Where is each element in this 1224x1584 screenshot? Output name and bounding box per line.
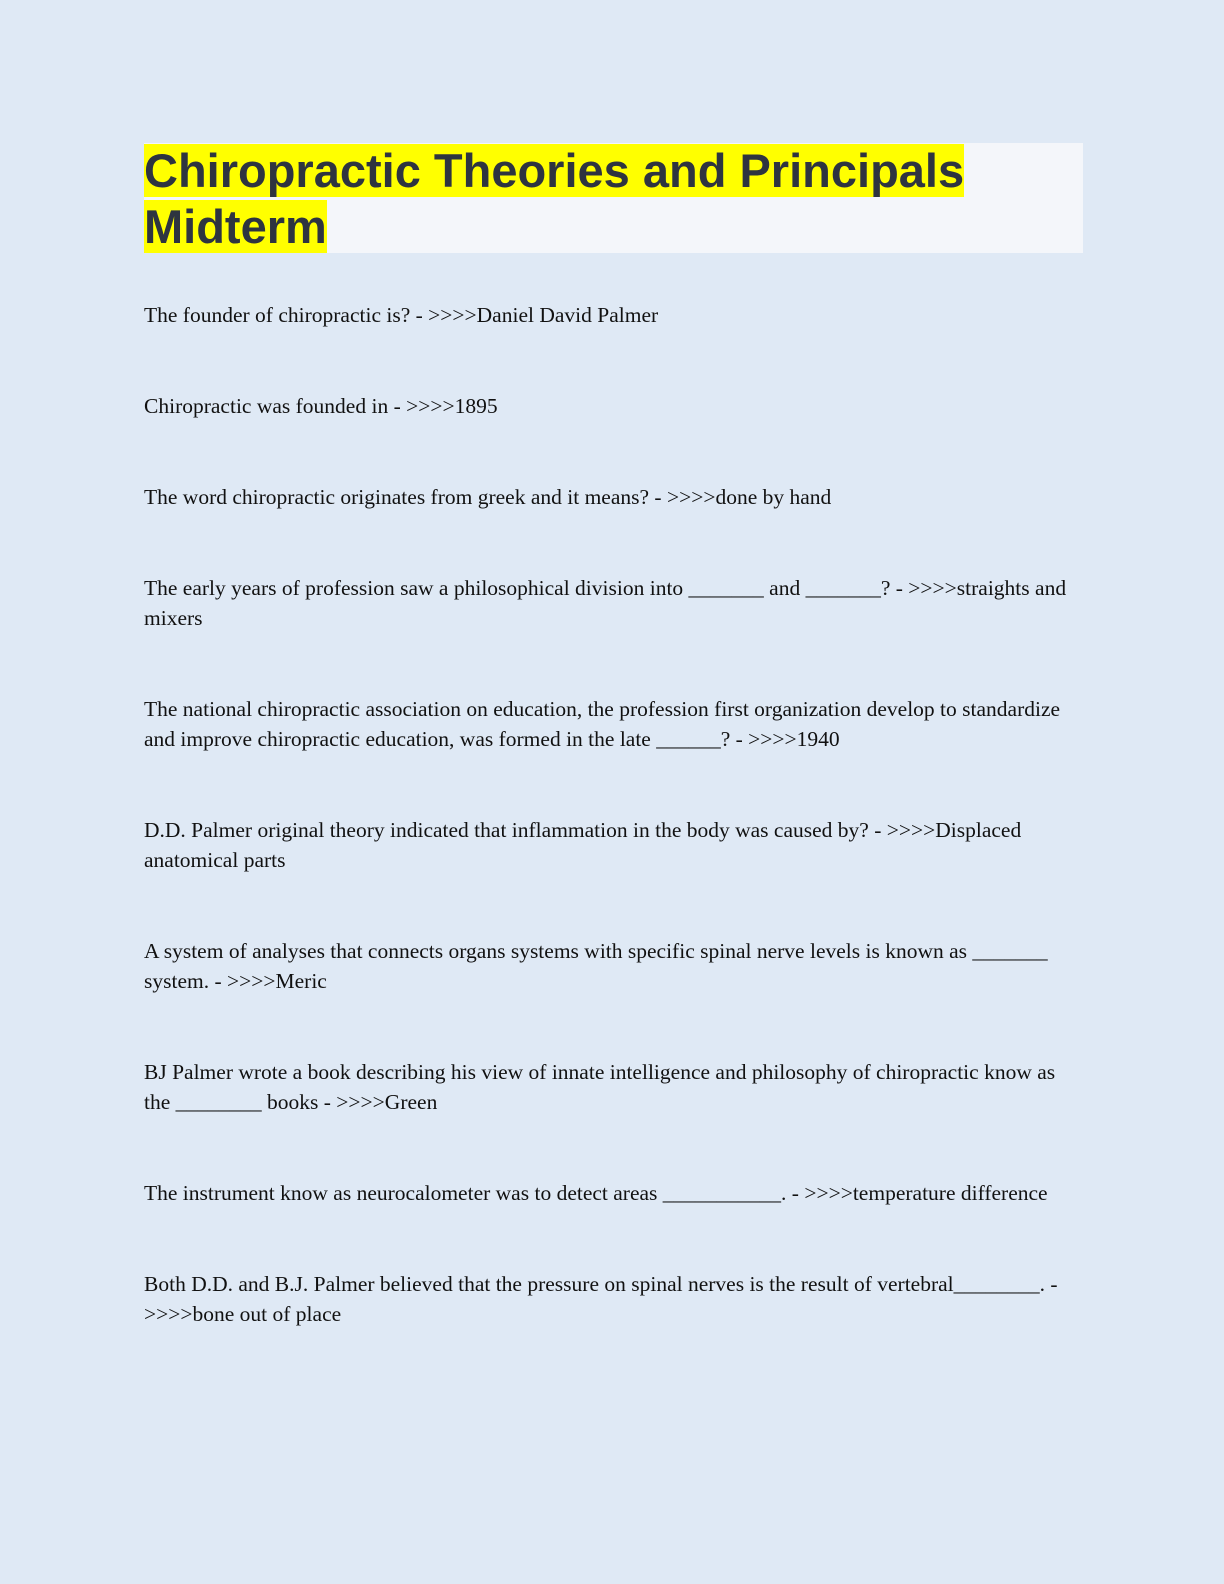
question-item-10: Both D.D. and B.J. Palmer believed that the pressure on spinal nerves is the result of vertebral________. - >>>>bone out of place: [144, 1272, 1058, 1326]
question-item-6: D.D. Palmer original theory indicated that inflammation in the body was caused by? - >>>>Displaced anatomical parts: [144, 818, 1022, 872]
question-item-3: The word chiropractic originates from greek and it means? - >>>>done by hand: [144, 485, 832, 509]
page-title: [144, 143, 1083, 255]
question-item-1: The founder of chiropractic is? - >>>>Daniel David Palmer: [144, 303, 659, 327]
title-line-1: Chiropractic Theories and Principals: [144, 144, 965, 197]
title-line-2: Midterm: [144, 200, 327, 253]
title-block: [144, 143, 1083, 253]
document-page: [144, 143, 1083, 1390]
question-item-4: The early years of profession saw a philosophical division into _______ and _______? - >>>>straights and mixers: [144, 576, 1067, 630]
question-list: [144, 300, 1083, 1329]
question-item-9: The instrument know as neurocalometer was to detect areas ___________. - >>>>temperature difference: [144, 1181, 1048, 1205]
question-item-2: Chiropractic was founded in - >>>>1895: [144, 394, 498, 418]
question-item-8: BJ Palmer wrote a book describing his view of innate intelligence and philosophy of chiropractic know as the ________ books - >>>>Green: [144, 1060, 1056, 1114]
question-item-7: A system of analyses that connects organs systems with specific spinal nerve levels is known as _______ system. - >>>>Meric: [144, 939, 1048, 993]
question-item-5: The national chiropractic association on education, the profession first organization develop to standardize and improve chiropractic education, was formed in the late ______? - >>>>1940: [144, 697, 1061, 751]
